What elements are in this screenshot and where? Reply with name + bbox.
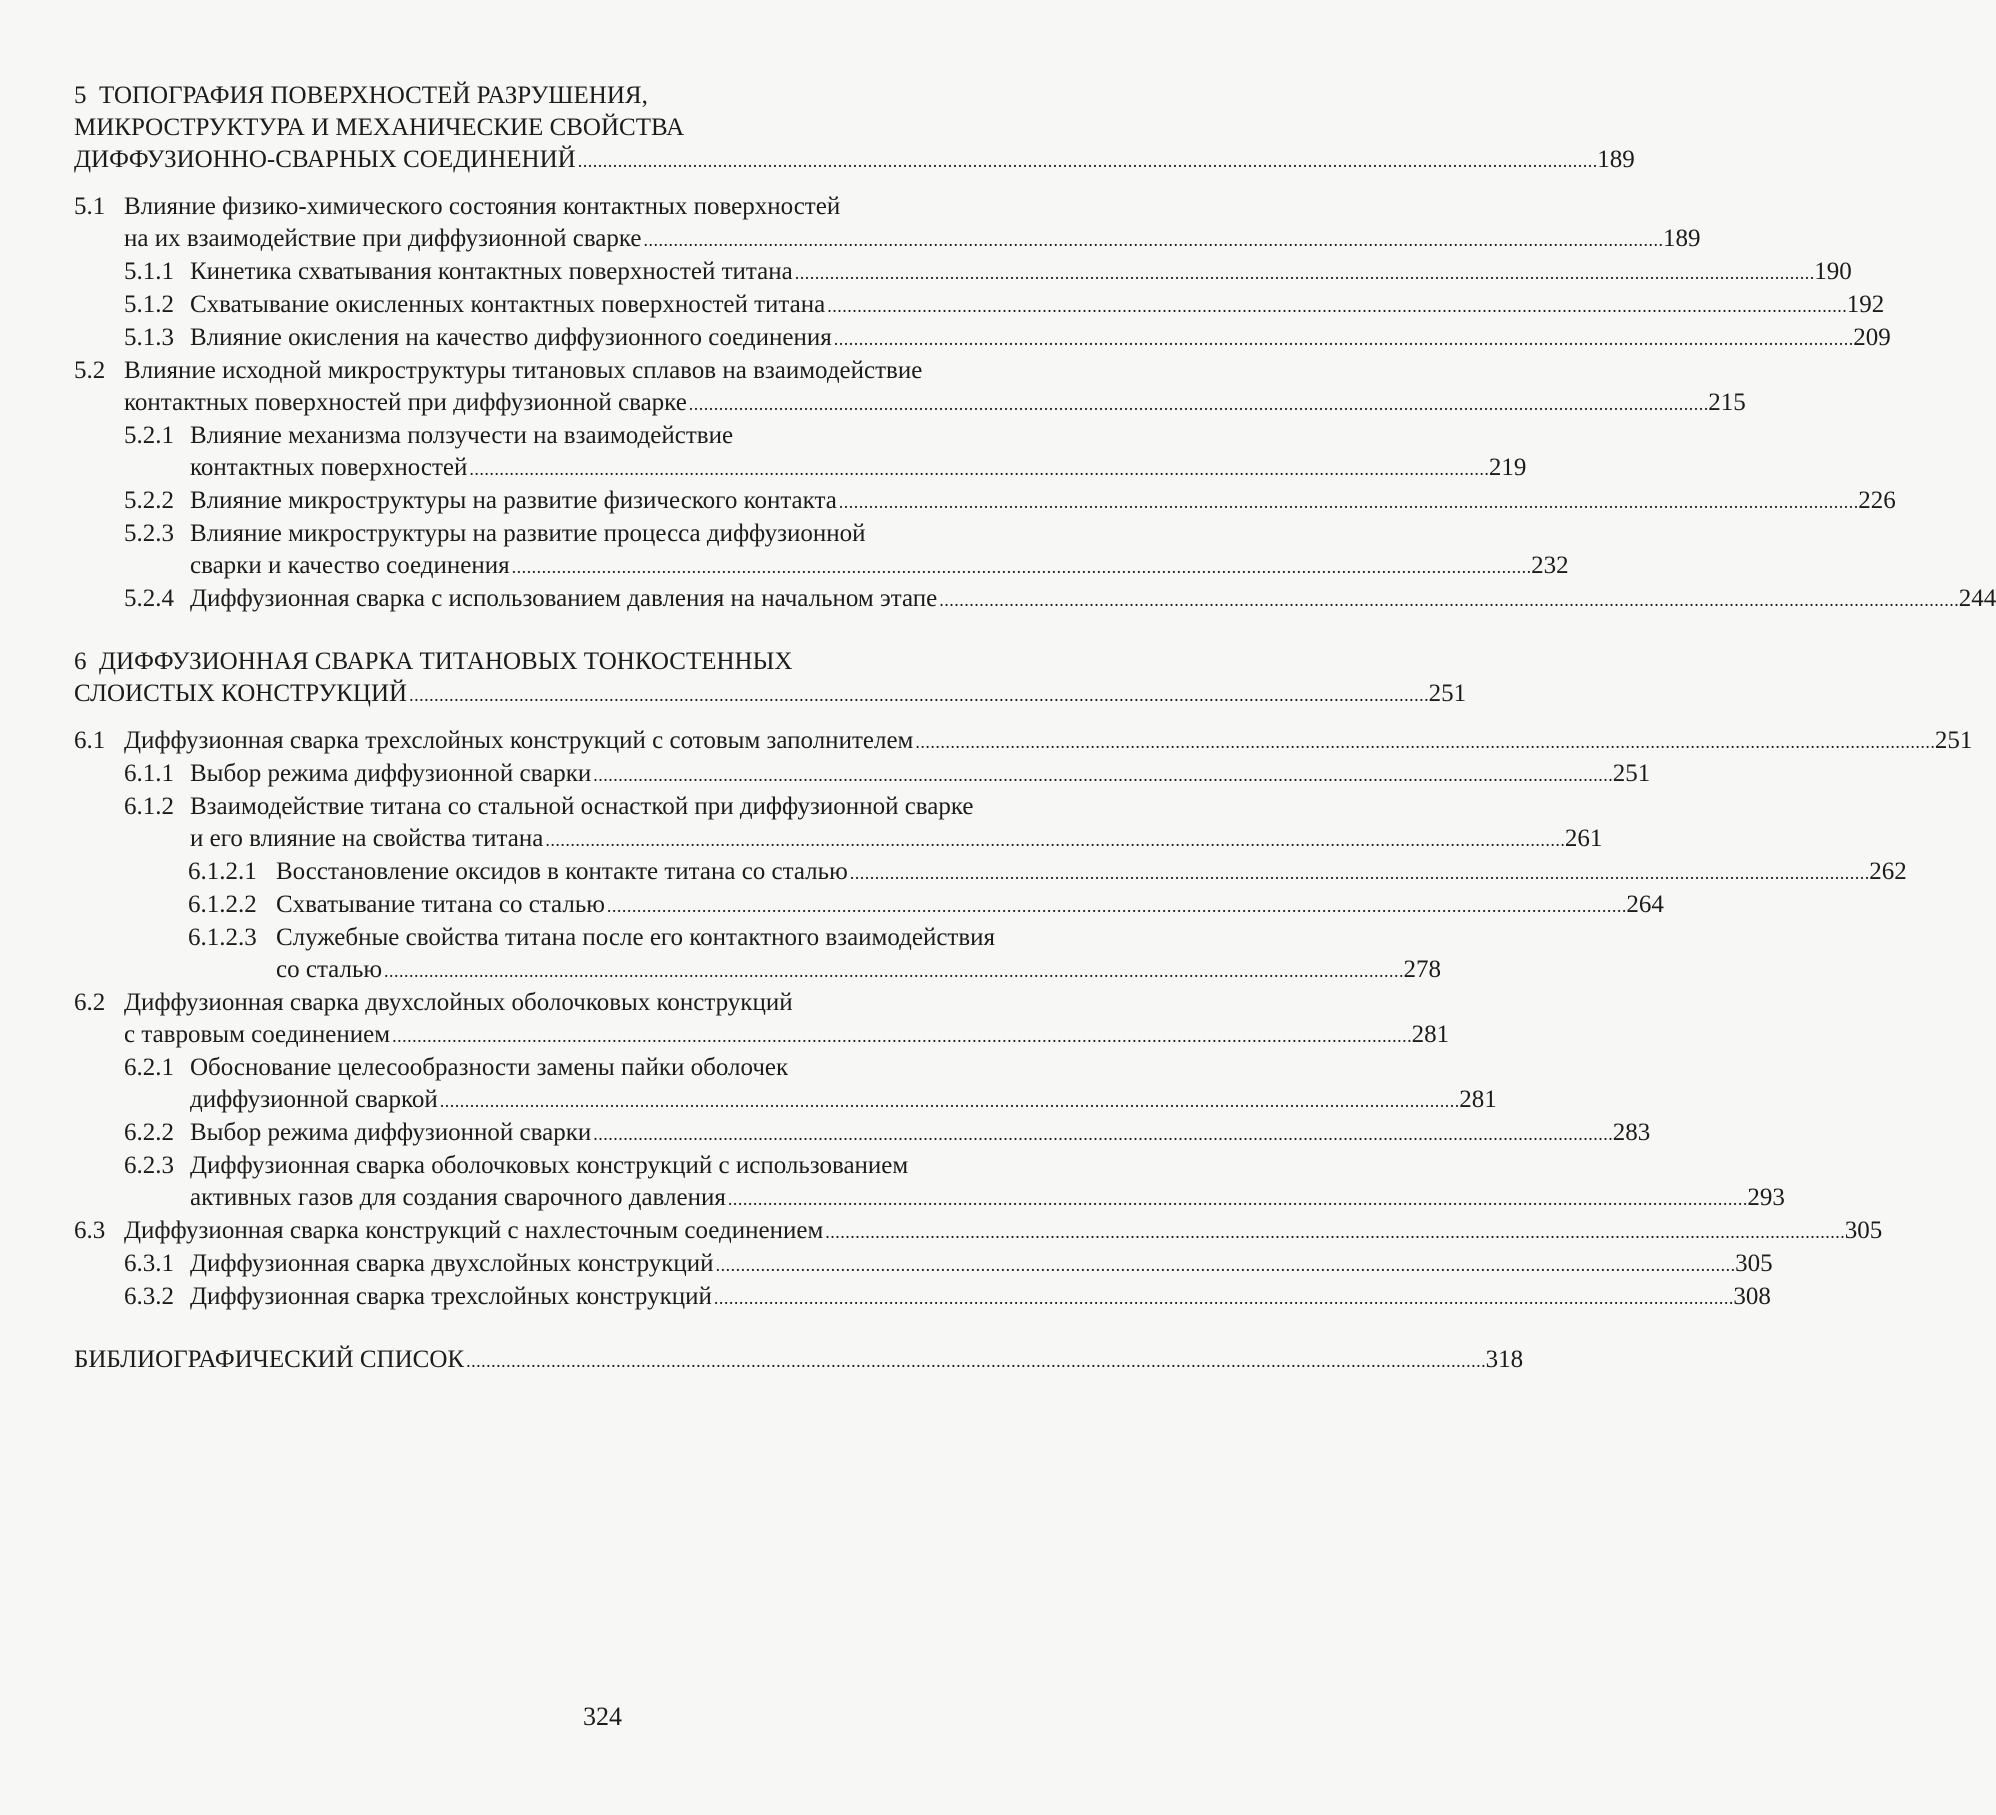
page-ref: 308: [1733, 1283, 1771, 1310]
entry-text: с тавровым соединением: [124, 1021, 391, 1048]
dot-leader: [716, 1248, 1734, 1281]
dot-leader: [384, 954, 1402, 987]
toc-bibliography: [74, 1344, 1524, 1377]
page-ref: 189: [1663, 225, 1701, 252]
dot-leader: [827, 289, 1845, 322]
page-ref: 281: [1459, 1086, 1497, 1113]
page-ref: 261: [1564, 825, 1603, 852]
toc-entry: [124, 1117, 1651, 1150]
entry-text: Влияние микроструктуры на развитие физического контакта: [190, 487, 837, 514]
section-number: 6.2.1: [124, 1054, 174, 1081]
page-ref: 264: [1626, 891, 1664, 918]
section-number: 6.2.2: [124, 1119, 174, 1146]
dot-leader: [440, 1084, 1458, 1117]
page-number: 324: [583, 1702, 622, 1731]
page-ref: 262: [1869, 858, 1907, 885]
dot-leader: [469, 452, 1487, 485]
section-number: 6.1.1: [124, 760, 174, 787]
dot-leader: [689, 387, 1707, 420]
toc-entry: [124, 1052, 1497, 1117]
section-number: 5.2.2: [124, 487, 174, 514]
section-number: 6.3.2: [124, 1283, 174, 1310]
entry-text: Обоснование целесообразности замены пайки оболочек: [190, 1054, 789, 1081]
section-number: 5.2.3: [124, 520, 174, 547]
chapter-title-line: МИКРОСТРУКТУРА И МЕХАНИЧЕСКИЕ СВОЙСТВА: [74, 114, 685, 141]
section-number: 5.2.4: [124, 585, 174, 612]
entry-text: Выбор режима диффузионной сварки: [190, 760, 592, 787]
entry-text: Влияние исходной микроструктуры титановых сплавов на взаимодействие: [124, 357, 923, 384]
entry-text: Взаимодействие титана со стальной оснасткой при диффузионной сварке: [190, 793, 974, 820]
toc-entry: [124, 1248, 1773, 1281]
section-number: 6.2.3: [124, 1152, 174, 1179]
dot-leader: [409, 678, 1427, 711]
entry-text: Схватывание окисленных контактных поверхностей титана: [190, 291, 826, 318]
chapter-title-line: [74, 646, 1114, 678]
page-ref: 305: [1735, 1250, 1773, 1277]
toc-entry: [124, 518, 1569, 583]
page-ref: 232: [1531, 552, 1569, 579]
toc-entry: [124, 583, 1996, 616]
section-number: 6.1.2: [124, 793, 174, 820]
page-ref: 281: [1411, 1021, 1450, 1048]
dot-leader: [795, 256, 1813, 289]
page-ref: 190: [1814, 258, 1852, 285]
page-ref: 215: [1708, 389, 1746, 416]
toc-entry: [188, 889, 1664, 922]
dot-leader: [512, 550, 1530, 583]
dot-leader: [607, 889, 1625, 922]
chapter-title-line: [74, 80, 1114, 112]
dot-leader: [825, 1215, 1843, 1248]
page-ref: 244: [1958, 585, 1996, 612]
toc-chapter-6: [74, 646, 1467, 711]
toc-entry: [124, 485, 1896, 518]
entry-text: Диффузионная сварка с использованием давления на начальном этапе: [190, 585, 938, 612]
entry-text: Диффузионная сварка трехслойных конструкций с сотовым заполнителем: [124, 727, 914, 754]
page-ref: 192: [1846, 291, 1885, 318]
page-ref: 293: [1747, 1184, 1785, 1211]
toc-entry: [124, 289, 1885, 322]
chapter-title-line: [74, 144, 1635, 177]
dot-leader: [714, 1281, 1732, 1314]
page-ref: 251: [1428, 680, 1467, 707]
section-number: 5.1.3: [124, 324, 174, 351]
dot-leader: [578, 144, 1596, 177]
section-number: 5.2.1: [124, 422, 174, 449]
entry-text: Выбор режима диффузионной сварки: [190, 1119, 592, 1146]
dot-leader: [915, 725, 1933, 758]
dot-leader: [939, 583, 1957, 616]
toc-entry: [124, 791, 1603, 856]
dot-leader: [593, 758, 1611, 791]
toc-entry: [74, 987, 1450, 1052]
entry-text: Диффузионная сварка оболочковых конструкций с использованием: [190, 1152, 909, 1179]
dot-leader: [466, 1344, 1484, 1377]
entry-text: Кинетика схватывания контактных поверхностей титана: [190, 258, 793, 285]
dot-leader: [839, 485, 1857, 518]
bibliography-title: БИБЛИОГРАФИЧЕСКИЙ СПИСОК: [74, 1346, 465, 1373]
toc-entry: [124, 322, 1891, 355]
toc-entry: [74, 1215, 1883, 1248]
entry-text: диффузионной сваркой: [190, 1086, 438, 1113]
section-number: 6.1.2.1: [188, 858, 257, 885]
chapter-title-line: [74, 678, 1467, 711]
chapter-title-text: ДИФФУЗИОННАЯ СВАРКА ТИТАНОВЫХ ТОНКОСТЕННЫХ: [99, 648, 793, 675]
dot-leader: [545, 823, 1563, 856]
toc-entry: [124, 758, 1651, 791]
toc-entry: [188, 922, 1442, 987]
toc-entry: [188, 856, 1907, 889]
page-ref: 251: [1612, 760, 1651, 787]
section-number: 6.1: [74, 727, 106, 754]
section-number: 5.1.2: [124, 291, 174, 318]
page-ref: 305: [1844, 1217, 1883, 1244]
page-ref: 209: [1853, 324, 1891, 351]
section-number: 6.1.2.2: [188, 891, 257, 918]
toc-entry: [124, 256, 1852, 289]
toc-entry: [74, 355, 1746, 420]
dot-leader: [728, 1182, 1746, 1215]
toc-entry: [74, 725, 1973, 758]
entry-text: Влияние механизма ползучести на взаимодействие: [190, 422, 734, 449]
section-number: 6.3.1: [124, 1250, 174, 1277]
section-number: 6.2: [74, 989, 106, 1016]
page-ref: 226: [1858, 487, 1896, 514]
dot-leader: [850, 856, 1868, 889]
section-number: 6.1.2.3: [188, 924, 257, 951]
toc-entry: [74, 191, 1701, 256]
entry-text: Диффузионная сварка трехслойных конструкций: [190, 1283, 712, 1310]
entry-text: активных газов для создания сварочного давления: [190, 1184, 726, 1211]
chapter-title-text: ТОПОГРАФИЯ ПОВЕРХНОСТЕЙ РАЗРУШЕНИЯ,: [99, 82, 648, 109]
page-ref: 283: [1612, 1119, 1651, 1146]
dot-leader: [834, 322, 1852, 355]
toc-entry: [124, 1150, 1785, 1215]
entry-text: Диффузионная сварка двухслойных оболочковых конструкций: [124, 989, 793, 1016]
entry-text: Диффузионная сварка двухслойных конструкций: [190, 1250, 714, 1277]
dot-leader: [392, 1019, 1410, 1052]
section-number: 6.3: [74, 1217, 106, 1244]
entry-text: Влияние микроструктуры на развитие процесса диффузионной: [190, 520, 866, 547]
toc-entry: [124, 420, 1527, 485]
toc-entry: [124, 1281, 1771, 1314]
entry-text: со сталью: [276, 956, 383, 983]
entry-text: контактных поверхностей: [190, 454, 468, 481]
chapter-number: 6: [74, 648, 87, 675]
page-ref: 189: [1597, 146, 1635, 173]
entry-text: Восстановление оксидов в контакте титана со сталью: [276, 858, 848, 885]
section-number: 5.1.1: [124, 258, 174, 285]
entry-text: сварки и качество соединения: [190, 552, 510, 579]
entry-text: на их взаимодействие при диффузионной сварке: [124, 225, 642, 252]
entry-text: и его влияние на свойства титана: [190, 825, 544, 852]
table-of-contents: [74, 80, 1996, 1377]
entry-text: Влияние окисления на качество диффузионного соединения: [190, 324, 832, 351]
dot-leader: [593, 1117, 1611, 1150]
page-ref: 251: [1934, 727, 1973, 754]
section-number: 5.2: [74, 357, 106, 384]
page-ref: 278: [1403, 956, 1442, 983]
page-ref: 219: [1488, 454, 1527, 481]
toc-chapter-5: [74, 80, 1635, 177]
chapter-title-text: ДИФФУЗИОННО-СВАРНЫХ СОЕДИНЕНИЙ: [74, 146, 576, 173]
section-number: 5.1: [74, 193, 106, 220]
page-ref: 318: [1485, 1346, 1524, 1373]
chapter-number: 5: [74, 82, 87, 109]
dot-leader: [644, 223, 1662, 256]
chapter-title-text: СЛОИСТЫХ КОНСТРУКЦИЙ: [74, 680, 408, 707]
entry-text: Служебные свойства титана после его контактного взаимодействия: [276, 924, 996, 951]
entry-text: контактных поверхностей при диффузионной сварке: [124, 389, 687, 416]
entry-text: Схватывание титана со сталью: [276, 891, 605, 918]
entry-text: Диффузионная сварка конструкций с нахлесточным соединением: [124, 1217, 824, 1244]
entry-text: Влияние физико-химического состояния контактных поверхностей: [124, 193, 841, 220]
